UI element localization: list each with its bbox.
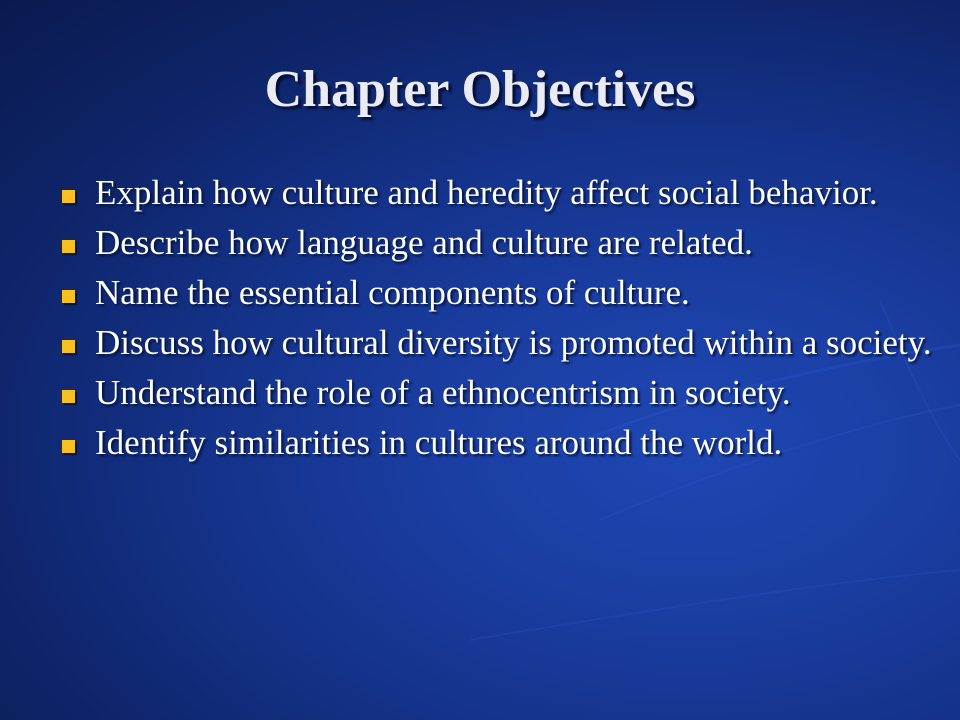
slide-title: Chapter Objectives — [264, 61, 696, 118]
square-bullet-icon — [62, 240, 75, 253]
objective-item — [58, 323, 938, 363]
objective-text: Identify similarities in cultures around the world. — [95, 423, 783, 462]
objective-item — [58, 273, 938, 313]
objective-text: Understand the role of a ethnocentrism in society. — [95, 373, 791, 412]
square-bullet-icon — [62, 340, 75, 353]
square-bullet-icon — [62, 290, 75, 303]
objective-text: Discuss how cultural diversity is promoted within a society. — [95, 323, 932, 362]
objective-item — [58, 423, 938, 463]
objective-text: Explain how culture and heredity affect social behavior. — [95, 173, 878, 212]
objective-text: Name the essential components of culture. — [95, 273, 690, 312]
square-bullet-icon — [62, 440, 75, 453]
objective-text: Describe how language and culture are related. — [95, 223, 753, 262]
objective-item — [58, 173, 938, 213]
square-bullet-icon — [62, 190, 75, 203]
objective-item — [58, 223, 938, 263]
objective-item — [58, 373, 938, 413]
square-bullet-icon — [62, 390, 75, 403]
objectives-list — [58, 173, 938, 473]
